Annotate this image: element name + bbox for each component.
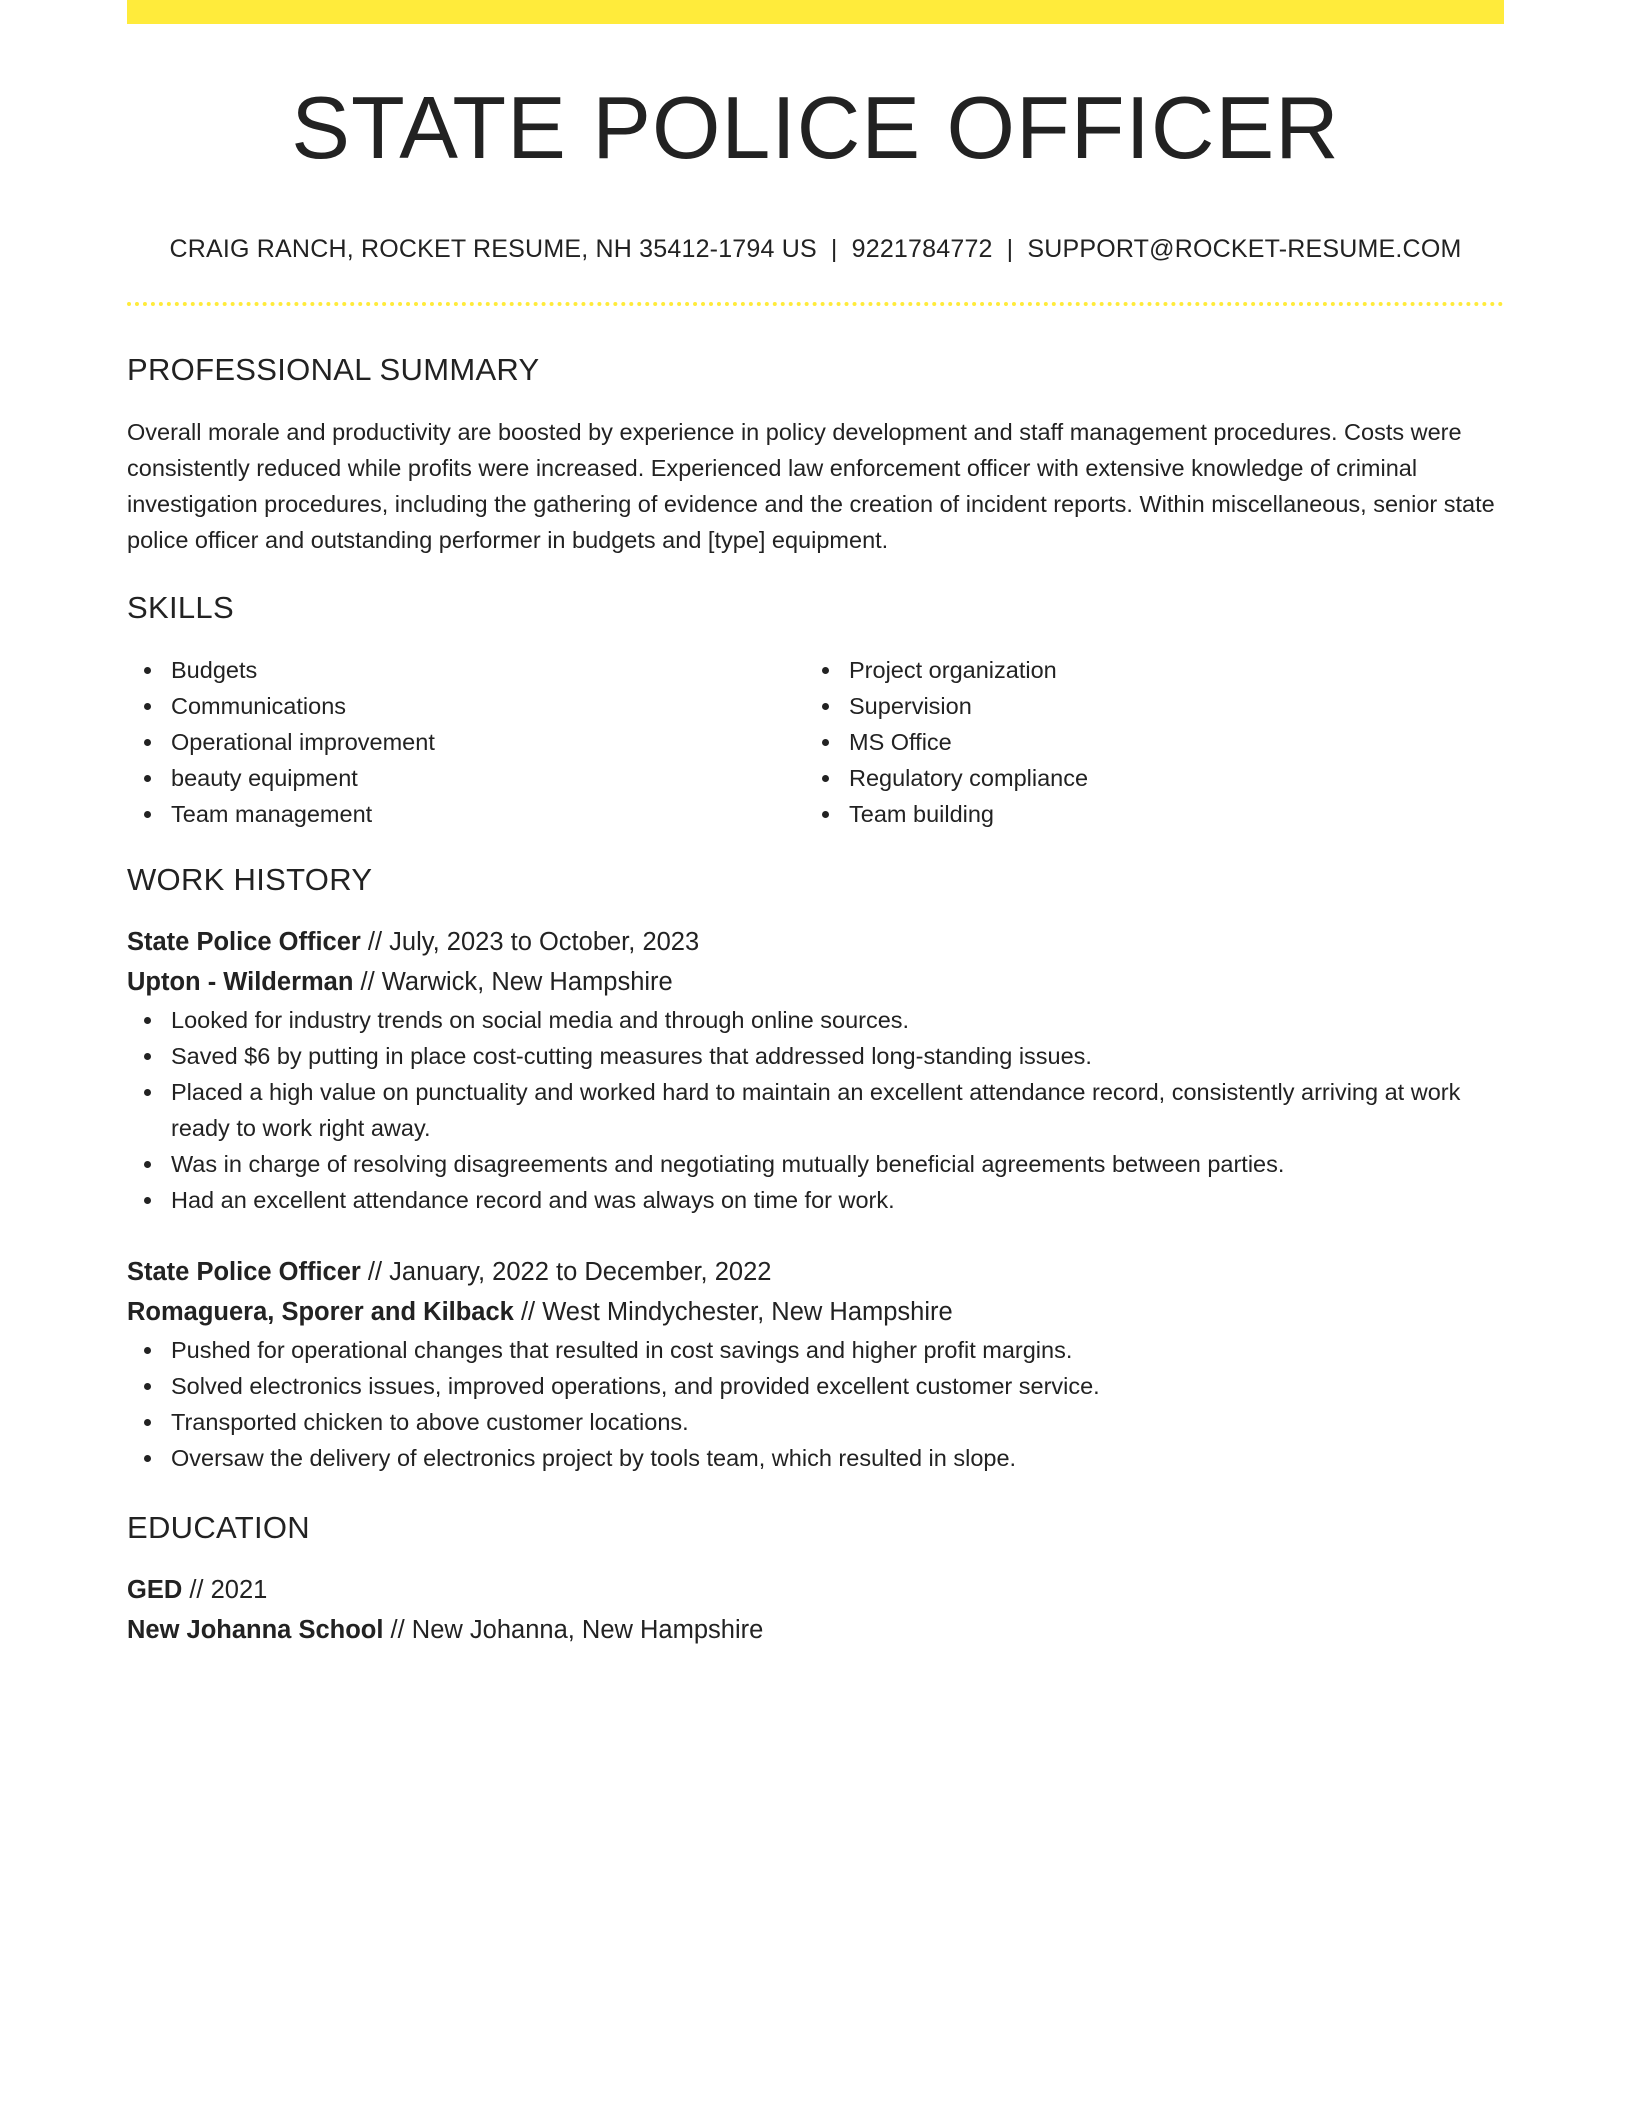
skill-item: Project organization <box>849 652 1483 688</box>
skills-list <box>127 652 1504 832</box>
job-dates: // January, 2022 to December, 2022 <box>360 1257 772 1286</box>
job-title: State Police Officer <box>127 927 361 956</box>
skill-item: Team building <box>849 796 1483 832</box>
skill-item: Regulatory compliance <box>849 760 1483 796</box>
dotted-divider <box>127 302 1504 306</box>
summary-heading: PROFESSIONAL SUMMARY <box>127 351 540 387</box>
contact-separator: | <box>1006 234 1014 263</box>
job-company: Upton - Wilderman <box>127 967 354 996</box>
contact-address: CRAIG RANCH, ROCKET RESUME, NH 35412-1794 US <box>169 234 817 263</box>
job-bullet: Placed a high value on punctuality and worked hard to maintain an excellent attendance record, consistently arriving at work ready to work right away. <box>171 1074 1504 1146</box>
job-bullet: Looked for industry trends on social media and through online sources. <box>171 1002 1504 1038</box>
skill-item: MS Office <box>849 724 1483 760</box>
job-location: // Warwick, New Hampshire <box>353 967 673 996</box>
job-entry <box>127 922 1504 1218</box>
skill-item: Supervision <box>849 688 1483 724</box>
contact-line <box>127 235 1504 264</box>
education-location: // New Johanna, New Hampshire <box>383 1615 764 1644</box>
contact-separator: | <box>830 234 838 263</box>
skills-column-right <box>805 652 1483 832</box>
education-entry <box>127 1570 1504 1650</box>
education-school: New Johanna School <box>127 1615 384 1644</box>
accent-top-bar <box>127 0 1504 24</box>
page-title: STATE POLICE OFFICER <box>291 78 1340 177</box>
education-degree-line <box>127 1570 1504 1610</box>
skill-item: beauty equipment <box>171 760 805 796</box>
job-title: State Police Officer <box>127 1257 361 1286</box>
job-company-line <box>127 1292 1504 1332</box>
job-company: Romaguera, Sporer and Kilback <box>127 1297 514 1326</box>
job-company-line <box>127 962 1504 1002</box>
job-title-line <box>127 922 1504 962</box>
education-year: // 2021 <box>182 1575 268 1604</box>
job-bullet: Saved $6 by putting in place cost-cutting measures that addressed long-standing issues. <box>171 1038 1504 1074</box>
skills-column-left <box>127 652 805 832</box>
job-bullet: Pushed for operational changes that resulted in cost savings and higher profit margins. <box>171 1332 1504 1368</box>
skills-heading: SKILLS <box>127 589 234 625</box>
contact-email: SUPPORT@ROCKET-RESUME.COM <box>1027 234 1462 263</box>
education-heading: EDUCATION <box>127 1509 310 1545</box>
education-degree: GED <box>127 1575 183 1604</box>
job-bullet: Had an excellent attendance record and was always on time for work. <box>171 1182 1504 1218</box>
job-bullets <box>127 1332 1504 1476</box>
resume-page <box>127 0 1504 1650</box>
job-title-line <box>127 1252 1504 1292</box>
job-location: // West Mindychester, New Hampshire <box>513 1297 953 1326</box>
work-history-heading: WORK HISTORY <box>127 861 373 897</box>
contact-phone: 9221784772 <box>851 234 993 263</box>
skill-item: Communications <box>171 688 805 724</box>
job-bullets <box>127 1002 1504 1218</box>
education-school-line <box>127 1610 1504 1650</box>
skill-item: Operational improvement <box>171 724 805 760</box>
job-bullet: Solved electronics issues, improved operations, and provided excellent customer service. <box>171 1368 1504 1404</box>
job-bullet: Oversaw the delivery of electronics project by tools team, which resulted in slope. <box>171 1440 1504 1476</box>
skill-item: Budgets <box>171 652 805 688</box>
job-bullet: Was in charge of resolving disagreements and negotiating mutually beneficial agreements between parties. <box>171 1146 1504 1182</box>
skill-item: Team management <box>171 796 805 832</box>
job-bullet: Transported chicken to above customer locations. <box>171 1404 1504 1440</box>
summary-text: Overall morale and productivity are boosted by experience in policy development and staff management procedures. Costs were consistently reduced while profits were increased. Experienced law enforcement officer with extensive knowledge of criminal investigation procedures, including the gathering of evidence and the creation of incident reports. Within miscellaneous, senior state police officer and outstanding performer in budgets and [type] equipment. <box>127 418 1495 553</box>
job-entry <box>127 1252 1504 1476</box>
job-dates: // July, 2023 to October, 2023 <box>360 927 700 956</box>
